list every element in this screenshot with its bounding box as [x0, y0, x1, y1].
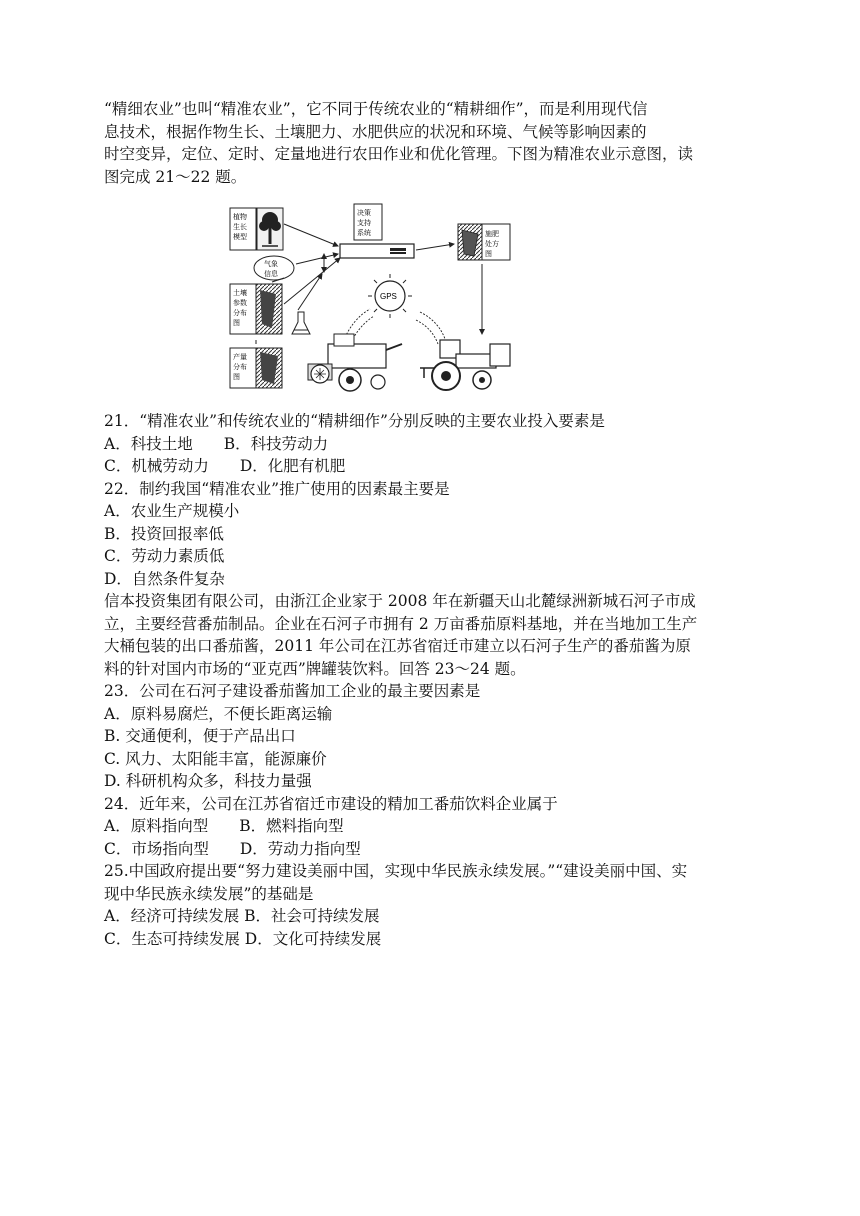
plant-model-box: [230, 208, 283, 250]
fertilizer-map-box: [458, 224, 510, 260]
question-stem: 22．制约我国“精准农业”推广使用的因素最主要是: [104, 479, 450, 498]
yield-label: 分布: [233, 363, 247, 371]
gps-label: GPS: [380, 292, 397, 301]
weather-label: 信息: [264, 270, 278, 278]
option-line: A．农业生产规模小: [104, 502, 240, 520]
option-line: B．投资回报率低: [104, 524, 224, 543]
question-23: [104, 680, 764, 793]
intro-line: “精细农业”也叫“精准农业”，它不同于传统农业的“精耕细作”，而是利用现代信: [104, 100, 648, 118]
diagram-svg: [224, 194, 524, 404]
passage-line: 立，主要经营番茄制品。企业在石河子市拥有 2 万亩番茄原料基地，并在当地加工生产: [104, 614, 698, 633]
intro-line: 息技术，根据作物生长、土壤肥力、水肥供应的状况和环境、气候等影响因素的: [104, 122, 647, 141]
tractor-icon: [420, 340, 510, 390]
intro-passage: [104, 98, 764, 188]
option-line: C．生态可持续发展 D．文化可持续发展: [104, 929, 382, 948]
weather-label: 气象: [264, 260, 278, 268]
decision-label: 支持: [357, 219, 371, 227]
gps-satellite-icon: [368, 274, 412, 318]
option-line: C. 风力、太阳能丰富，能源廉价: [104, 749, 327, 768]
question-stem: 现中华民族永续发展”的基础是: [104, 884, 314, 903]
plant-label: 模型: [233, 233, 247, 241]
yield-map-box: [230, 348, 282, 388]
soil-label: 分布: [233, 309, 247, 317]
option-line: B. 交通便利，便于产品出口: [104, 727, 296, 745]
fertilizer-label: 施肥: [485, 230, 499, 238]
weather-cloud: [254, 256, 294, 280]
option-line: A．原料易腐烂，不便长距离运输: [104, 704, 333, 723]
question-stem: 23．公司在石河子建设番茄酱加工企业的最主要因素是: [104, 682, 481, 700]
decision-support-box: [340, 204, 414, 258]
computer-icon: [340, 244, 414, 258]
fertilizer-label: 图: [485, 250, 492, 258]
option-line: C．劳动力素质低: [104, 547, 225, 565]
option-line: A．原料指向型 B．燃料指向型: [104, 817, 344, 835]
question-stem: 25.中国政府提出要“努力建设美丽中国，实现中华民族永续发展。”“建设美丽中国、实: [104, 862, 688, 880]
option-line: D. 科研机构众多，科技力量强: [104, 772, 312, 790]
option-line: A．经济可持续发展 B．社会可持续发展: [104, 907, 380, 925]
plant-label: 植物: [233, 213, 247, 221]
decision-label: 决策: [357, 209, 371, 217]
option-line: A．科技土地 B．科技劳动力: [104, 434, 329, 453]
yield-label: 图: [233, 373, 240, 381]
document-page: [104, 98, 764, 950]
intro-line: 图完成 21～22 题。: [104, 167, 247, 186]
intro-line: 时空变异，定位、定时、定量地进行农田作业和优化管理。下图为精准农业示意图，读: [104, 145, 694, 163]
signal-waves: [342, 309, 446, 348]
fertilizer-label: 处方: [485, 240, 499, 248]
question-stem: 24．近年来，公司在江苏省宿迁市建设的精加工番茄饮料企业属于: [104, 794, 558, 813]
question-stem: 21．“精准农业”和传统农业的“精耕细作”分别反映的主要农业投入要素是: [104, 412, 605, 430]
question-25: [104, 860, 764, 950]
decision-label: 系统: [357, 229, 371, 237]
soil-label: 参数: [233, 299, 247, 307]
soil-label: 图: [233, 319, 240, 327]
harvester-icon: [308, 334, 402, 391]
option-line: C．市场指向型 D．劳动力指向型: [104, 839, 361, 858]
question-22: [104, 478, 764, 591]
passage-line: 大桶包装的出口番茄酱，2011 年公司在江苏省宿迁市建立以石河子生产的番茄酱为原: [104, 637, 691, 655]
question-24: [104, 793, 764, 861]
passage-line: 料的针对国内市场的“亚克西”牌罐装饮料。回答 23～24 题。: [104, 659, 526, 678]
soil-map-box: [230, 284, 310, 334]
precision-agriculture-diagram: [104, 194, 744, 404]
flow-arrows: [256, 224, 482, 344]
soil-label: 土壤: [233, 289, 247, 297]
passage-line: 信本投资集团有限公司，由浙江企业家于 2008 年在新疆天山北麓绿洲新城石河子市成: [104, 592, 696, 610]
option-line: C．机械劳动力 D．化肥有机肥: [104, 457, 346, 475]
yield-label: 产量: [233, 353, 247, 361]
flask-icon: [292, 312, 310, 334]
option-line: D．自然条件复杂: [104, 569, 225, 588]
question-21: [104, 410, 764, 478]
plant-label: 生长: [233, 223, 247, 231]
passage-2: [104, 590, 764, 680]
